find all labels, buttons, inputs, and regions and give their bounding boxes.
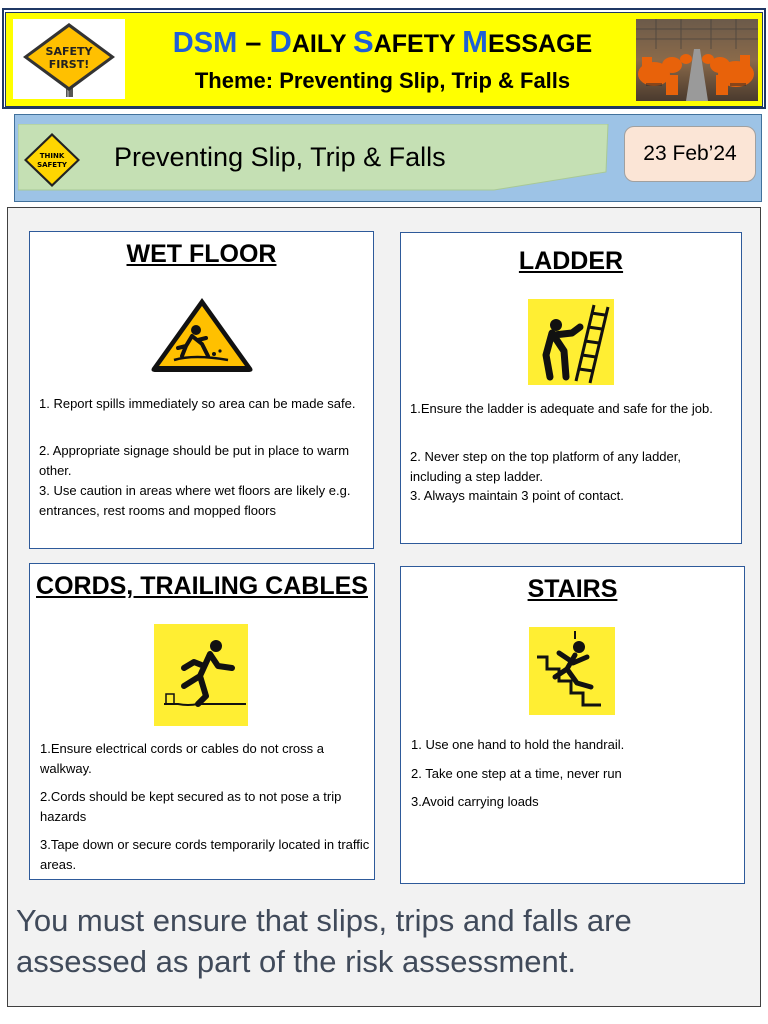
cords-point-3: 3.Tape down or secure cords temporarily located in traffic areas. xyxy=(40,837,370,872)
card-stairs xyxy=(400,566,745,884)
card-title-stairs: STAIRS xyxy=(527,575,618,603)
ladder-climbing-icon xyxy=(528,299,614,385)
tripping-over-cable-icon xyxy=(154,624,248,726)
wet-floor-warning-icon xyxy=(148,294,256,374)
safety-first-sign-icon xyxy=(13,19,125,99)
date-badge: 23 Feb’24 xyxy=(624,126,756,182)
wet-floor-point-3: 3. Use caution in areas where wet floors are likely e.g. entrances, rest rooms and mopped floors xyxy=(39,483,351,518)
card-cords xyxy=(29,563,375,880)
factory-robots-photo xyxy=(636,19,758,101)
wet-floor-point-2: 2. Appropriate signage should be put in place to warm other. xyxy=(39,443,350,478)
logo-text-line1: SAFETY xyxy=(45,45,93,58)
footer-message: You must ensure that slips, trips and falls are assessed as part of the risk assessment. xyxy=(16,903,632,979)
badge-line2: SAFETY xyxy=(37,161,67,169)
badge-line1: THINK xyxy=(39,152,65,160)
ladder-point-3: 3. Always maintain 3 point of contact. xyxy=(410,488,624,503)
stairs-point-2: 2. Take one step at a time, never run xyxy=(411,766,622,781)
card-ladder xyxy=(400,232,742,544)
ladder-point-2: 2. Never step on the top platform of any ladder, including a step ladder. xyxy=(410,449,681,484)
think-safety-sign-icon xyxy=(22,132,82,188)
stairs-point-1: 1. Use one hand to hold the handrail. xyxy=(411,737,625,752)
theme-line: Theme: Preventing Slip, Trip & Falls xyxy=(194,68,571,93)
stairs-point-3: 3.Avoid carrying loads xyxy=(411,794,539,809)
falling-on-stairs-icon xyxy=(529,627,615,715)
wet-floor-point-1: 1. Report spills immediately so area can be made safe. xyxy=(39,396,356,411)
logo-text-line2: FIRST! xyxy=(48,58,90,71)
card-title-cords: CORDS, TRAILING CABLES xyxy=(36,572,368,600)
safety-first-logo xyxy=(13,19,125,99)
ladder-point-1: 1.Ensure the ladder is adequate and safe for the job. xyxy=(410,401,713,416)
card-title-ladder: LADDER xyxy=(518,247,624,275)
cords-point-2: 2.Cords should be kept secured as to not pose a trip hazards xyxy=(40,789,342,824)
topic-title: Preventing Slip, Trip & Falls xyxy=(114,142,446,172)
card-wet-floor xyxy=(29,231,374,549)
page-title: DSM – DAILY SAFETY MESSAGE xyxy=(172,24,593,59)
cords-point-1: 1.Ensure electrical cords or cables do not cross a walkway. xyxy=(40,741,324,776)
card-title-wet-floor: WET FLOOR xyxy=(126,240,277,268)
